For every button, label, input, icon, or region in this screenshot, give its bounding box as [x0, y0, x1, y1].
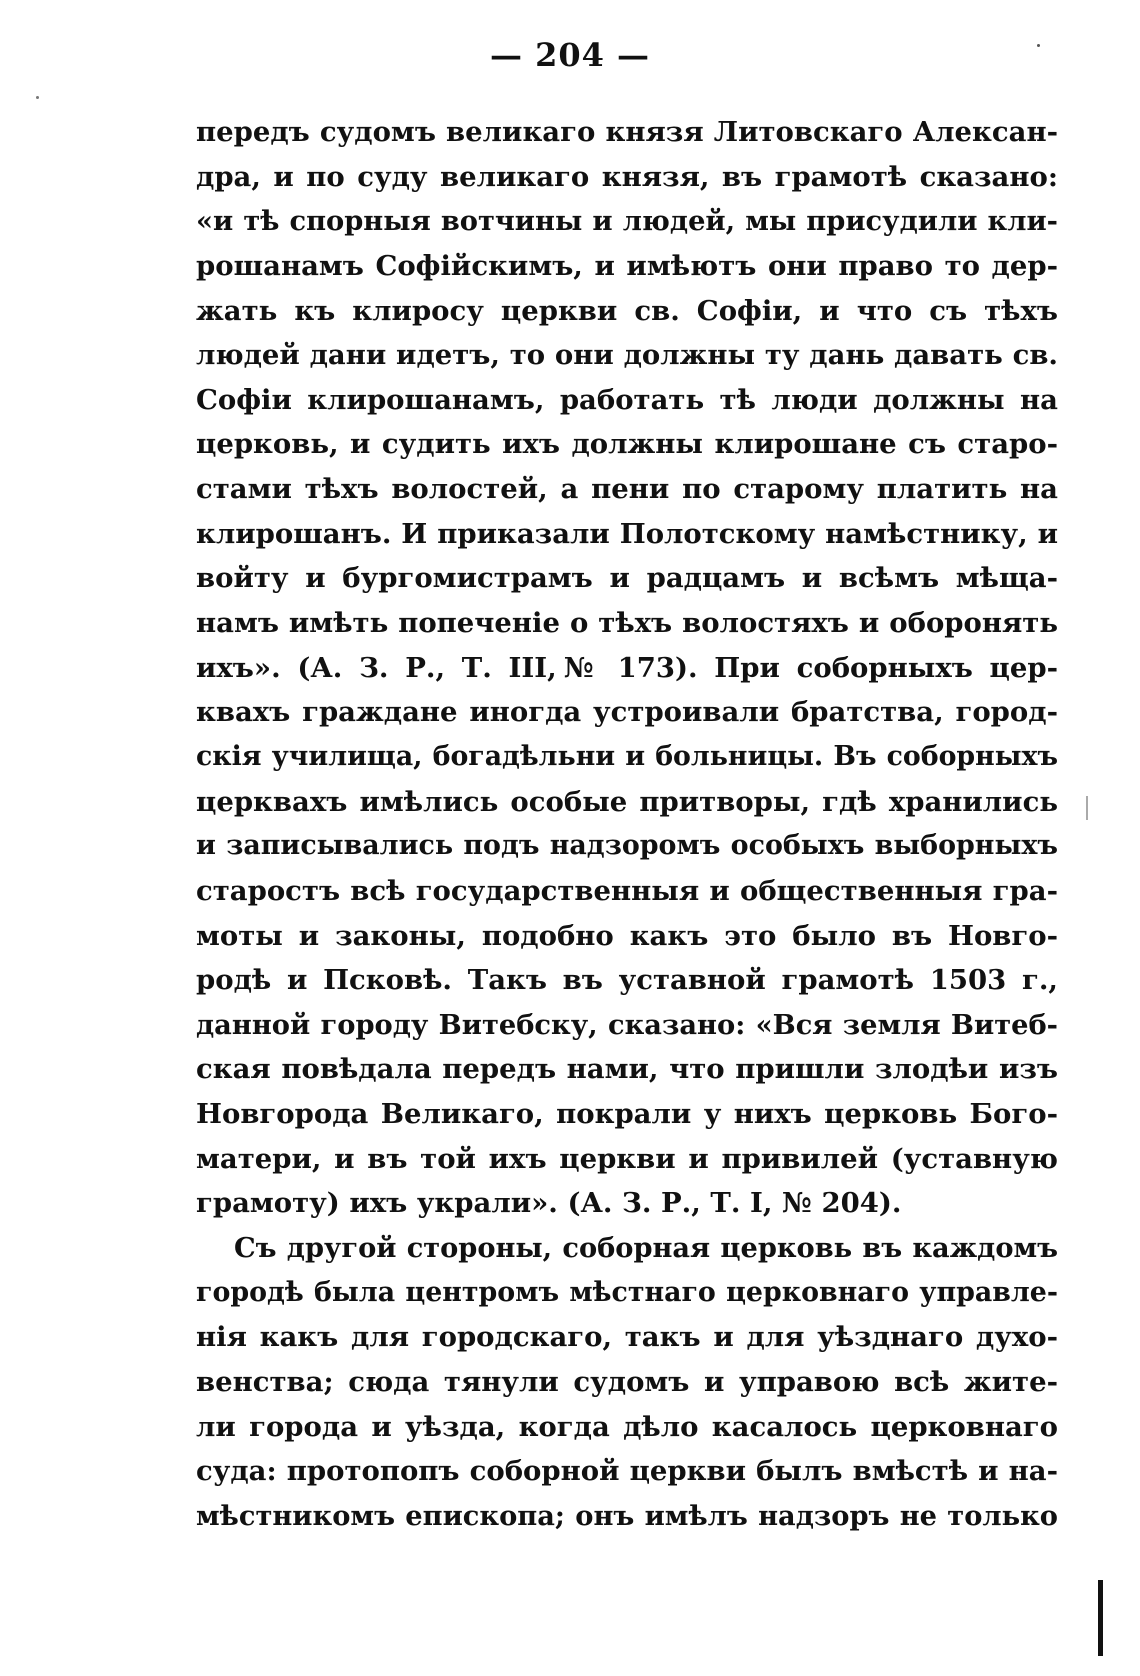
text-line: скія училища, богадѣльни и больницы. Въ соборныхъ: [196, 740, 1058, 772]
text-line: дра, и по суду великаго князя, въ грамотѣ сказано:: [196, 160, 1058, 193]
text-line: Новгорода Великаго, покрали у нихъ церковь Бого-: [196, 1098, 1058, 1131]
text-line: городѣ была центромъ мѣстнаго церковнаго управле-: [196, 1276, 1058, 1308]
text-line: Софіи клирошанамъ, работать тѣ люди должны на: [196, 383, 1058, 416]
text-line: «и тѣ спорныя вотчины и людей, мы присудили кли-: [196, 205, 1058, 238]
text-line: моты и законы, подобно какъ это было въ Новго-: [196, 919, 1058, 952]
text-line: матери, и въ той ихъ церкви и привилей (уставную: [196, 1142, 1058, 1175]
page-number: — 204 —: [489, 36, 651, 74]
text-line: ихъ». (А. З. Р., Т. III,№ 173). При соборныхъ цер-: [196, 651, 1058, 684]
scan-edge-mark: [1098, 1580, 1103, 1656]
text-line: передъ судомъ великаго князя Литовскаго Алексан-: [196, 116, 1058, 148]
text-line: родѣ и Псковѣ. Такъ въ уставной грамотѣ 1503 г.,: [196, 964, 1058, 997]
text-line: клирошанъ. И приказали Полотскому намѣстнику, и: [196, 517, 1058, 550]
text-line: ская повѣдала передъ нами, что пришли злодѣи изъ: [196, 1053, 1058, 1086]
text-line: венства; сюда тянули судомъ и управою всѣ жите-: [196, 1365, 1058, 1398]
text-line: мѣстникомъ епископа; онъ имѣлъ надзоръ не только: [196, 1499, 1058, 1532]
text-line: данной городу Витебску, сказано: «Вся земля Витеб-: [196, 1008, 1058, 1041]
text-line: суда: протопопъ соборной церкви былъ вмѣстѣ и на-: [196, 1455, 1058, 1488]
text-line: людей дани идетъ, то они должны ту дань давать св.: [196, 339, 1058, 372]
body-text: [196, 110, 1058, 1539]
text-line: Съ другой стороны, соборная церковь въ каждомъ: [234, 1232, 1058, 1265]
text-line: ли города и уѣзда, когда дѣло касалось церковнаго: [196, 1410, 1058, 1443]
text-line: жать къ клиросу церкви св. Софіи, и что съ тѣхъ: [196, 294, 1058, 327]
paragraph: [196, 110, 1058, 1226]
text-line: церквахъ имѣлись особые притворы, гдѣ хранились: [196, 785, 1058, 818]
text-line: грамоту) ихъ украли». (А. З. Р., Т. I, № 204).: [196, 1187, 902, 1220]
text-line: стами тѣхъ волостей, а пени по старому платить на: [196, 473, 1058, 506]
text-line: нія какъ для городскаго, такъ и для уѣзднаго духо-: [196, 1321, 1058, 1354]
text-line: намъ имѣть попеченіе о тѣхъ волостяхъ и оборонять: [196, 607, 1058, 640]
paragraph: [196, 1226, 1058, 1538]
speck-mark: [36, 96, 39, 99]
text-line: старостъ всѣ государственныя и общественныя гра-: [196, 874, 1058, 907]
scan-edge-mark: [1086, 796, 1088, 820]
text-line: и записывались подъ надзоромъ особыхъ выборныхъ: [196, 830, 1058, 862]
text-line: квахъ граждане иногда устроивали братства, город-: [196, 696, 1058, 729]
text-line: войту и бургомистрамъ и радцамъ и всѣмъ мѣща-: [196, 562, 1058, 595]
text-line: рошанамъ Софійскимъ, и имѣютъ они право то дер-: [196, 249, 1058, 282]
text-line: церковь, и судить ихъ должны клирошане съ старо-: [196, 428, 1058, 461]
